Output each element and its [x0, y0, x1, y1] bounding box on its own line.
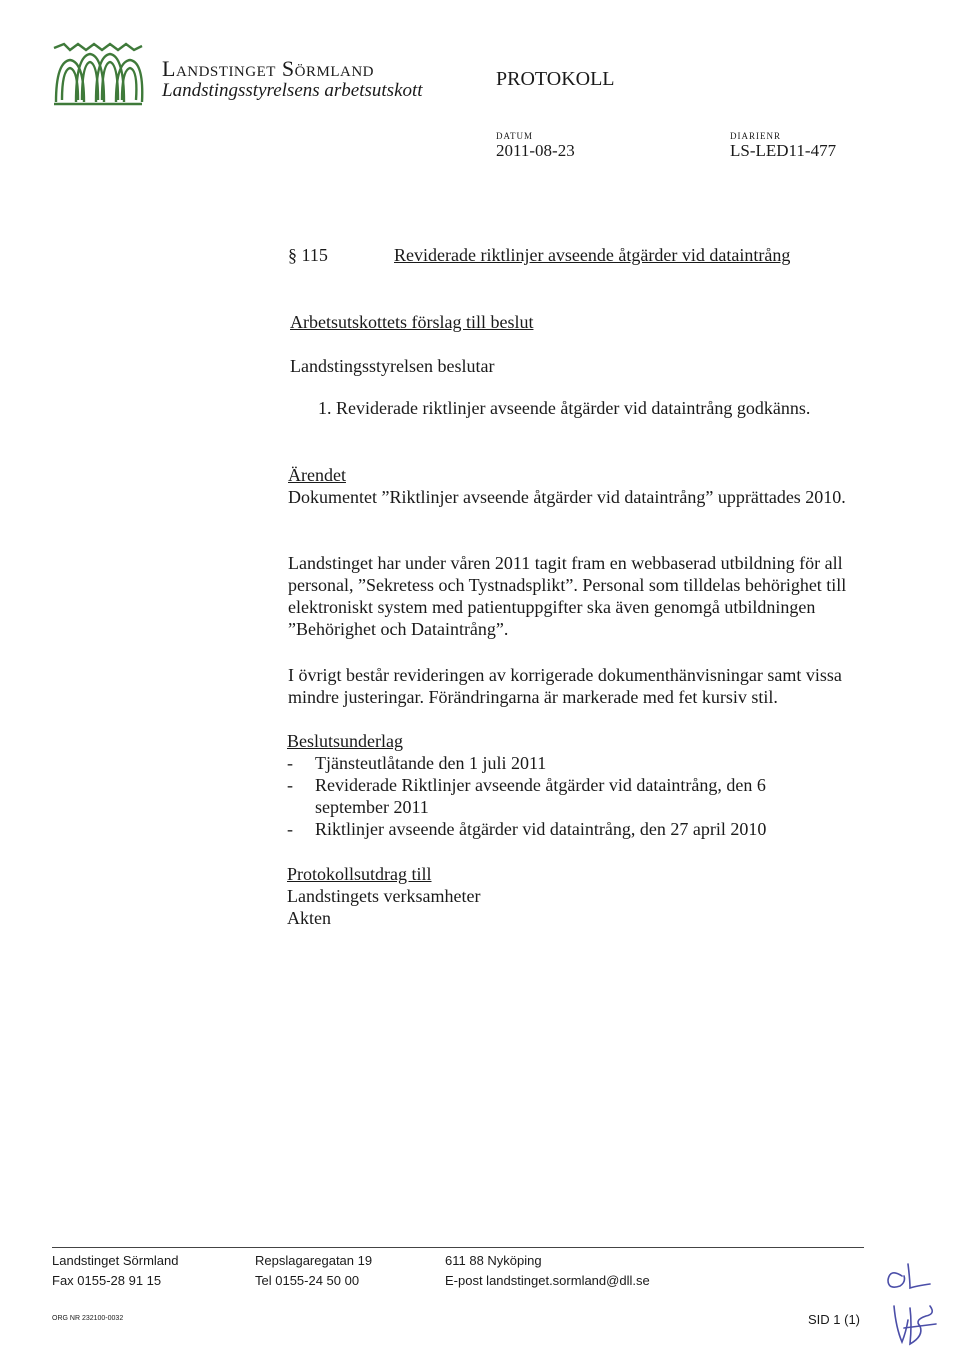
list-item [287, 774, 847, 818]
beslutsunderlag-list [287, 752, 847, 840]
arendet-heading: Ärendet [288, 465, 346, 485]
handwritten-initials-icon [880, 1258, 942, 1350]
page-number: SID 1 (1) [808, 1312, 861, 1327]
protokollsutdrag-heading: Protokollsutdrag till [287, 864, 432, 884]
footer-postal: 611 88 Nyköping [445, 1253, 542, 1268]
footer-street: Repslagaregatan 19 [255, 1253, 373, 1268]
list-dash: - [287, 753, 293, 773]
list-item-text: Reviderade Riktlinjer avseende åtgärder vid dataintrång, den 6 september 2011 [315, 775, 766, 817]
datum-label: DATUM [496, 131, 534, 141]
footer-fax: Fax 0155-28 91 15 [52, 1273, 162, 1288]
footer-email: E-post landstinget.sormland@dll.se [445, 1273, 650, 1288]
paragraph-title: Reviderade riktlinjer avseende åtgärder vid dataintrång [394, 245, 791, 265]
diarienr-value: LS-LED11-477 [730, 141, 837, 160]
crown-logo-icon [50, 42, 146, 106]
footer-divider [52, 1247, 864, 1248]
arendet-paragraph-1: Dokumentet ”Riktlinjer avseende åtgärder vid dataintrång” upprättades 2010. [288, 487, 846, 507]
footer-tel: Tel 0155-24 50 00 [255, 1273, 360, 1288]
list-dash: - [287, 819, 293, 839]
list-dash: - [287, 775, 293, 795]
proposal-heading: Arbetsutskottets förslag till beslut [290, 312, 534, 332]
recipient-1: Landstingets verksamheter [287, 886, 481, 906]
diarienr-label: DIARIENR [730, 131, 781, 141]
beslutsunderlag-heading: Beslutsunderlag [287, 731, 403, 751]
list-item [287, 818, 847, 840]
document-type: PROTOKOLL [496, 68, 615, 90]
list-item-text: Riktlinjer avseende åtgärder vid dataintrång, den 27 april 2010 [315, 819, 767, 839]
proposal-item-1: 1. Reviderade riktlinjer avseende åtgärder vid dataintrång godkänns. [318, 398, 811, 418]
footer-org: Landstinget Sörmland [52, 1253, 179, 1268]
org-name: Landstinget Sörmland [162, 56, 374, 81]
org-subtitle: Landstingsstyrelsens arbetsutskott [162, 80, 423, 101]
arendet-paragraph-2: Landstinget har under våren 2011 tagit fram en webbaserad utbildning för all personal, ”Sekretess och Tystnadsplikt”. Personal som tilldelas behörighet till elektroniskt system med patientuppgifter ska även genomgå utbildningen ”Behörighet och Dataintrång”. [288, 553, 847, 639]
list-item [287, 752, 847, 774]
recipient-2: Akten [287, 908, 331, 928]
paragraph-number: § 115 [288, 245, 328, 265]
datum-value: 2011-08-23 [496, 141, 575, 160]
org-number: ORG NR 232100-0032 [52, 1315, 124, 1322]
proposal-line: Landstingsstyrelsen beslutar [290, 356, 495, 376]
list-item-text: Tjänsteutlåtande den 1 juli 2011 [315, 753, 547, 773]
arendet-paragraph-3: I övrigt består revideringen av korrigerade dokumenthänvisningar samt vissa mindre justeringar. Förändringarna är markerade med fet kursiv stil. [288, 665, 842, 707]
